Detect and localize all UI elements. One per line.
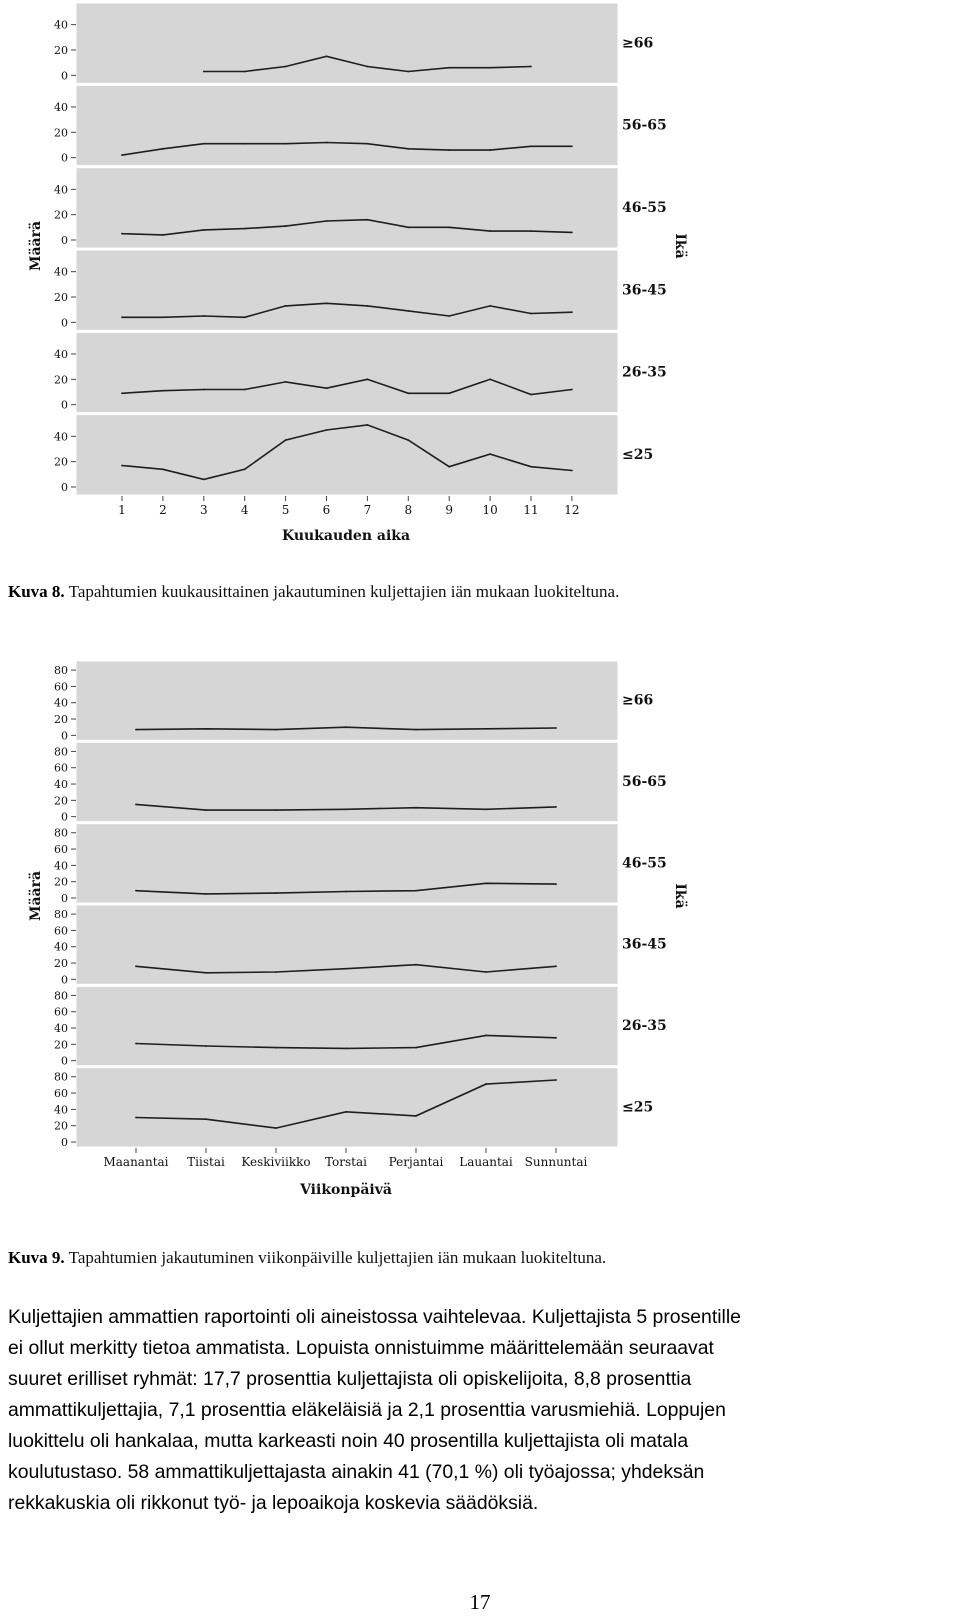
data-point xyxy=(407,310,409,312)
data-point xyxy=(135,729,137,731)
y-tick-label: 0 xyxy=(61,69,68,83)
data-point xyxy=(326,429,328,431)
data-point xyxy=(205,972,207,974)
data-point xyxy=(285,305,287,307)
data-point xyxy=(489,305,491,307)
data-point xyxy=(530,230,532,232)
data-point xyxy=(448,392,450,394)
data-point xyxy=(135,965,137,967)
body-line: suuret erilliset ryhmät: 17,7 prosenttia kuljettajista oli opiskelijoita, 8,8 prosenttia xyxy=(8,1368,692,1390)
x-tick-label: Torstai xyxy=(324,1155,368,1169)
y-tick-label: 40 xyxy=(54,778,68,792)
y-tick-label: 40 xyxy=(54,940,68,954)
data-point xyxy=(345,808,347,810)
y-tick-label: 40 xyxy=(54,859,68,873)
x-tick-label: Perjantai xyxy=(388,1155,444,1169)
data-point xyxy=(415,890,417,892)
data-point xyxy=(407,392,409,394)
body-line: luokittelu oli hankalaa, mutta karkeasti noin 40 prosentilla kuljettajista oli matala xyxy=(8,1430,689,1452)
data-point xyxy=(448,466,450,468)
y-tick-label: 80 xyxy=(54,989,68,1003)
caption-label: Kuva 9. xyxy=(8,1248,65,1267)
caption-label: Kuva 8. xyxy=(8,582,65,601)
y-tick-label: 0 xyxy=(61,398,68,412)
series-label: ≤25 xyxy=(622,446,654,463)
x-tick-label: Sunnuntai xyxy=(524,1155,588,1169)
y-tick-label: 20 xyxy=(54,713,68,727)
chart-kuva-8 xyxy=(0,0,960,560)
data-point xyxy=(555,883,557,885)
y-tick-label: 20 xyxy=(54,208,68,222)
y-tick-label: 20 xyxy=(54,373,68,387)
y-tick-label: 20 xyxy=(54,44,68,57)
panel-background xyxy=(76,250,618,330)
y-tick-label: 80 xyxy=(54,1070,68,1084)
y-tick-label: 0 xyxy=(61,1054,68,1068)
y-tick-label: 20 xyxy=(54,1119,68,1133)
x-tick-label: 10 xyxy=(482,503,498,517)
data-point xyxy=(415,964,417,966)
data-point xyxy=(367,66,369,68)
data-point xyxy=(489,230,491,232)
data-point xyxy=(367,143,369,145)
y-tick-label: 20 xyxy=(54,126,68,140)
data-point xyxy=(530,66,532,68)
data-point xyxy=(367,424,369,426)
body-line: Kuljettajien ammattien raportointi oli aineistossa vaihtelevaa. Kuljettajista 5 prosentille xyxy=(8,1306,741,1328)
series-label: 46-55 xyxy=(622,199,667,216)
data-point xyxy=(244,389,246,391)
y-tick-label: 60 xyxy=(54,1087,68,1101)
data-point xyxy=(489,149,491,151)
x-axis-label: Viikonpäivä xyxy=(300,1182,392,1198)
series-label: 26-35 xyxy=(622,364,667,381)
data-point xyxy=(203,229,205,231)
data-point xyxy=(571,311,573,313)
data-point xyxy=(530,145,532,147)
data-point xyxy=(407,148,409,150)
data-point xyxy=(555,965,557,967)
data-point xyxy=(407,226,409,228)
data-point xyxy=(285,225,287,227)
data-point xyxy=(485,882,487,884)
x-tick-label: 7 xyxy=(363,503,372,517)
x-axis-label: Kuukauden aika xyxy=(281,528,411,544)
y-tick-label: 40 xyxy=(54,1022,68,1036)
data-point xyxy=(571,470,573,472)
x-tick-label: Lauantai xyxy=(459,1155,513,1169)
data-point xyxy=(530,466,532,468)
body-line: rekkakuskia oli rikkonut työ- ja lepoaikoja koskevia säädöksiä. xyxy=(8,1492,539,1514)
x-tick-label: 3 xyxy=(199,503,208,517)
data-point xyxy=(205,1118,207,1120)
x-tick-label: 4 xyxy=(240,503,249,517)
data-point xyxy=(244,468,246,470)
x-tick-label: Tiistai xyxy=(187,1155,225,1169)
series-label: 56-65 xyxy=(622,774,667,791)
data-point xyxy=(285,143,287,145)
data-point xyxy=(275,729,277,731)
x-tick-label: 12 xyxy=(564,503,580,517)
data-point xyxy=(367,219,369,221)
data-point xyxy=(407,439,409,441)
data-point xyxy=(485,1034,487,1036)
data-point xyxy=(203,389,205,391)
panel-background xyxy=(76,332,618,412)
data-point xyxy=(448,226,450,228)
panel-background xyxy=(76,168,618,248)
data-point xyxy=(367,378,369,380)
data-point xyxy=(415,1115,417,1117)
data-point xyxy=(135,804,137,806)
data-point xyxy=(345,891,347,893)
data-point xyxy=(485,1083,487,1085)
y-tick-label: 60 xyxy=(54,761,68,775)
y-tick-label: 0 xyxy=(61,151,68,165)
data-point xyxy=(448,149,450,151)
data-point xyxy=(489,378,491,380)
data-point xyxy=(448,315,450,317)
y-tick-label: 20 xyxy=(54,291,68,304)
y-tick-label: 60 xyxy=(54,1005,68,1019)
data-point xyxy=(326,302,328,304)
data-point xyxy=(415,807,417,809)
data-point xyxy=(275,1127,277,1129)
panel-group-label: Ikä xyxy=(672,233,688,259)
data-point xyxy=(367,305,369,307)
y-tick-label: 0 xyxy=(61,810,68,824)
y-tick-label: 60 xyxy=(54,680,68,694)
y-tick-label: 40 xyxy=(54,430,68,444)
y-tick-label: 40 xyxy=(54,101,68,114)
data-point xyxy=(121,392,123,394)
y-tick-label: 40 xyxy=(54,265,68,279)
y-tick-label: 0 xyxy=(61,234,68,247)
y-tick-label: 0 xyxy=(61,892,68,905)
panel-background xyxy=(76,905,618,984)
data-point xyxy=(203,315,205,317)
data-point xyxy=(489,453,491,455)
data-point xyxy=(345,968,347,970)
data-point xyxy=(448,67,450,69)
y-tick-label: 0 xyxy=(61,973,68,987)
panel-background xyxy=(76,3,618,83)
data-point xyxy=(162,468,164,470)
data-point xyxy=(555,727,557,729)
y-tick-label: 40 xyxy=(54,1103,68,1117)
data-point xyxy=(485,728,487,730)
data-point xyxy=(489,67,491,69)
y-tick-label: 0 xyxy=(61,481,68,494)
data-point xyxy=(555,806,557,808)
y-tick-label: 0 xyxy=(61,1136,68,1149)
data-point xyxy=(571,232,573,234)
data-point xyxy=(121,233,123,235)
x-tick-label: 9 xyxy=(445,503,454,517)
y-tick-label: 0 xyxy=(61,729,68,743)
data-point xyxy=(275,809,277,811)
chart-kuva-9 xyxy=(0,660,960,1240)
data-point xyxy=(485,808,487,810)
y-tick-label: 40 xyxy=(54,696,68,710)
data-point xyxy=(415,729,417,731)
y-tick-label: 20 xyxy=(54,957,68,971)
series-label: 36-45 xyxy=(622,282,667,299)
panel-background xyxy=(76,986,618,1065)
data-point xyxy=(135,1117,137,1119)
series-label: ≤25 xyxy=(622,1099,654,1116)
caption-kuva-9 xyxy=(8,1248,606,1268)
data-point xyxy=(203,479,205,481)
data-point xyxy=(275,892,277,894)
y-tick-label: 40 xyxy=(54,348,68,361)
caption-text: Tapahtumien jakautuminen viikonpäiville kuljettajien iän mukaan luokiteltuna. xyxy=(68,1248,607,1267)
data-point xyxy=(345,726,347,728)
page-number: 17 xyxy=(469,1590,491,1614)
data-point xyxy=(275,1047,277,1049)
caption-kuva-8 xyxy=(8,582,619,602)
data-point xyxy=(205,893,207,895)
data-point xyxy=(285,439,287,441)
data-point xyxy=(407,71,409,73)
data-point xyxy=(135,890,137,892)
body-line: koulutustaso. 58 ammattikuljettajasta ainakin 41 (70,1 %) oli työajossa; yhdeksän xyxy=(8,1461,705,1483)
y-tick-label: 80 xyxy=(54,908,68,922)
data-point xyxy=(345,1111,347,1113)
data-point xyxy=(415,1047,417,1049)
data-point xyxy=(121,154,123,156)
y-axis-label: Määrä xyxy=(28,870,44,922)
series-label: ≥66 xyxy=(622,692,654,709)
data-point xyxy=(555,1037,557,1039)
body-line: ei ollut merkitty tietoa ammatista. Lopuista onnistuimme määrittelemään seuraavat xyxy=(8,1337,714,1359)
y-tick-label: 40 xyxy=(54,183,68,197)
data-point xyxy=(326,142,328,144)
data-point xyxy=(326,55,328,57)
data-point xyxy=(326,220,328,222)
x-tick-label: 6 xyxy=(322,503,331,517)
data-point xyxy=(162,148,164,150)
data-point xyxy=(162,390,164,392)
data-point xyxy=(162,234,164,236)
data-point xyxy=(244,143,246,145)
series-label: 56-65 xyxy=(622,117,667,134)
data-point xyxy=(485,971,487,973)
body-paragraph xyxy=(8,1302,952,1519)
caption-text: Tapahtumien kuukausittainen jakautuminen kuljettajien iän mukaan luokiteltuna. xyxy=(68,582,620,601)
y-tick-label: 20 xyxy=(54,455,68,469)
data-point xyxy=(555,1079,557,1081)
x-tick-label: 8 xyxy=(404,503,413,517)
y-tick-label: 0 xyxy=(61,316,68,330)
x-tick-label: Keskiviikko xyxy=(241,1155,311,1169)
x-tick-label: 2 xyxy=(159,503,167,517)
data-point xyxy=(275,971,277,973)
panel-background xyxy=(76,1068,618,1147)
x-tick-label: 1 xyxy=(118,503,126,517)
y-tick-label: 40 xyxy=(54,18,68,32)
y-tick-label: 80 xyxy=(54,745,68,759)
data-point xyxy=(203,143,205,145)
data-point xyxy=(285,381,287,383)
data-point xyxy=(205,809,207,811)
data-point xyxy=(135,1043,137,1045)
data-point xyxy=(244,228,246,230)
data-point xyxy=(571,389,573,391)
y-tick-label: 80 xyxy=(54,664,68,678)
y-tick-label: 20 xyxy=(54,1038,68,1052)
panel-group-label: Ikä xyxy=(672,883,688,909)
data-point xyxy=(285,66,287,68)
data-point xyxy=(530,313,532,315)
x-tick-label: 11 xyxy=(523,503,539,517)
data-point xyxy=(121,316,123,318)
y-tick-label: 60 xyxy=(54,924,68,938)
data-point xyxy=(345,1048,347,1050)
data-point xyxy=(530,394,532,396)
data-point xyxy=(121,465,123,467)
y-tick-label: 80 xyxy=(54,826,68,840)
data-point xyxy=(203,71,205,73)
y-tick-label: 60 xyxy=(54,843,68,857)
series-label: ≥66 xyxy=(622,35,654,52)
data-point xyxy=(571,145,573,147)
body-line: ammattikuljettajia, 7,1 prosenttia eläkeläisiä ja 2,1 prosenttia varusmiehiä. Loppujen xyxy=(8,1399,726,1421)
y-tick-label: 20 xyxy=(54,794,68,808)
series-label: 26-35 xyxy=(622,1018,667,1035)
data-point xyxy=(205,728,207,730)
data-point xyxy=(162,316,164,318)
series-label: 46-55 xyxy=(622,855,667,872)
data-point xyxy=(205,1045,207,1047)
x-tick-label: Maanantai xyxy=(103,1155,169,1169)
data-point xyxy=(326,387,328,389)
panel-background xyxy=(76,85,618,165)
y-tick-label: 20 xyxy=(54,875,68,889)
data-point xyxy=(244,71,246,73)
data-point xyxy=(244,316,246,318)
x-tick-label: 5 xyxy=(281,503,290,517)
series-label: 36-45 xyxy=(622,936,667,953)
y-axis-label: Määrä xyxy=(28,220,44,272)
